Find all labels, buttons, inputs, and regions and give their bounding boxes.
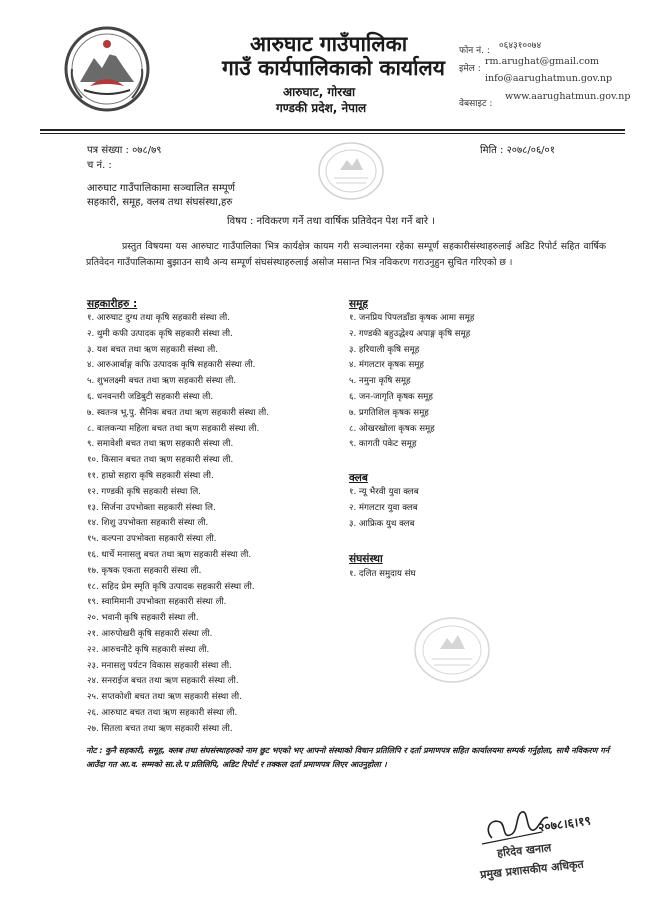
- club-heading: क्लब: [349, 472, 368, 484]
- sahakari-list-item: ३. यश बचत तथा ऋण सहकारी संस्था ली.: [87, 344, 218, 355]
- sahakari-list-item: ७. स्वतन्त्र भू.पु. सैनिक बचत तथा ऋण सहकारी संस्था ली.: [87, 407, 269, 418]
- sahakari-list-item: १२. गण्डकी कृषि सहकारी संस्था लि.: [87, 486, 201, 497]
- club-list-item: १. न्यू भैरवी युवा क्लब: [349, 487, 419, 497]
- office-title-line1: आरुघाट गाउँपालिका: [250, 32, 408, 56]
- body-paragraph-text: प्रस्तुत विषयमा यस आरुघाट गाउँपालिका भित्र कार्यक्षेत्र कायम गरी सञ्चालनमा रहेका सम्पूर्ण सहकारीसंस्थाहरुलाई अडिट रिपोर्ट सहित वार्षिक प्रतिवेदन गाउँपालिकामा बुझाउन साथै अन्य सम्पूर्ण संघसंस्थाहरुलाई असोज मसान्त भित्र नविकरण गराउनुहुन सुचित गरिएको छ ।: [86, 241, 606, 268]
- samuha-list-item: ९. कागती पकेट समूह: [349, 439, 417, 450]
- header-divider-thick: [40, 129, 625, 131]
- sahakari-list-item: १५. कल्पना उपभोक्ता सहकारी संस्था ली.: [87, 534, 217, 545]
- sahakari-list-item: २१. आरुपोखरी कृषि सहकारी संस्था ली.: [87, 628, 213, 639]
- sahakari-heading: सहकारीहरु :: [87, 298, 138, 310]
- sanghsanstha-heading: संघसंस्था: [349, 553, 383, 565]
- signatory-title: प्रमुख प्रशासकीय अधिकृत: [479, 857, 585, 882]
- samuha-list-item: २. गण्डकी बहुउद्धेश्य अपाङ्ग कृषि समूह: [349, 328, 471, 339]
- recipient-line2: सहकारी, समूह, क्लब तथा संघसंस्था,हरु: [87, 197, 233, 208]
- recipient-line1: आरुघाट गाउँपालिकामा सञ्चालित सम्पूर्ण: [87, 183, 235, 194]
- samuha-list-item: ७. प्रगतिशिल कृषक समूह: [349, 407, 429, 418]
- subject-line: विषय : नविकरण गर्ने तथा वार्षिक प्रतिवेदन पेश गर्ने बारे ।: [227, 216, 435, 227]
- letter-reference-number: पत्र संख्या : ०७८/७९: [87, 145, 162, 156]
- sahakari-list-item: ६. धनवन्तरी जडिबुटी सहकारी संस्था ली.: [87, 391, 214, 402]
- club-list-item: २. मंगलटार युवा क्लब: [349, 502, 418, 513]
- sahakari-list-item: २७. सितला बचत तथा ऋण सहकारी संस्था ली.: [87, 723, 233, 734]
- sahakari-list: [87, 311, 347, 738]
- sahakari-list-item: १७. कृषक एकता सहकारी संस्था ली.: [87, 565, 202, 576]
- signatory-name: हरिदेव खनाल: [496, 841, 552, 860]
- samuha-list-item: ३. हरियाली कृषि समूह: [349, 344, 420, 355]
- sahakari-list-item: १. आरुघाट दुग्ध तथा कृषि सहकारी संस्था ली.: [87, 313, 230, 323]
- sahakari-list-item: १९. स्वामिमानी उपभोक्ता सहकारी संस्था ली.: [87, 597, 227, 608]
- website-label: वेबसाइट :: [459, 99, 493, 109]
- sahakari-list-item: २५. सप्तकोशी बचत तथा ऋण सहकारी संस्था ली.: [87, 692, 242, 703]
- office-address-line2: गण्डकी प्रदेश, नेपाल: [276, 101, 367, 115]
- signature-date: २०७८।६।१९: [537, 813, 592, 835]
- office-title-line2: गाउँ कार्यपालिकाको कार्यालय: [222, 56, 445, 80]
- office-stamp-top: [316, 140, 386, 202]
- samuha-list-item: ६. जन-जागृति कृषक समूह: [349, 391, 433, 402]
- footer-note: नोट : कुनै सहकारी, समूह, क्लब तथा संघसंस्थाहरुको नाम छुट भएको भए आफ्नो संस्थाको विधान प्रतिलिपि र दर्ता प्रमाणपत्र सहित कार्यालयमा सम्पर्क गर्नुहोला, साथै नविकरण गर्न आउँदा गत आ.व. सम्मको सा.ले.प प्रतिलिपि, अडिट रिपोर्ट र तक्कल दर्ता प्रमाणपत्र लिएर आउनुहोला ।: [86, 746, 610, 769]
- sahakari-list-item: १६. धार्चे मनासलु बचत तथा ऋण सहकारी संस्था ली.: [87, 549, 252, 560]
- sahakari-list-item: ४. आरुआर्बाङ्ग कफि उत्पादक कृषि सहकारी संस्था ली.: [87, 360, 256, 371]
- samuha-list: [349, 311, 599, 453]
- samuha-heading: समूह: [349, 298, 368, 310]
- sahakari-list-item: ८. बालकन्या महिला बचत तथा ऋण सहकारी संस्था ली.: [87, 423, 260, 434]
- sahakari-list-item: १४. शिशु उपभोक्ता सहकारी संस्था ली.: [87, 518, 209, 529]
- sahakari-list-item: २३. मनासलु पर्यटन विकास सहकारी संस्था ली.: [87, 660, 232, 671]
- club-list: [349, 485, 599, 532]
- letter-date: मिति : २०७८/०६/०१: [480, 145, 555, 156]
- header-divider-thin: [40, 133, 625, 134]
- samuha-list-item: ५. नमुना कृषि समूह: [349, 376, 411, 387]
- sahakari-list-item: १०. किसान बचत तथा ऋण सहकारी संस्था ली.: [87, 455, 234, 466]
- sahakari-list-item: २०. भवानी कृषि सहकारी संस्था ली.: [87, 613, 199, 624]
- sahakari-list-item: १३. सिर्जना उपभोक्ता सहकारी संस्था लि.: [87, 502, 216, 513]
- contact-block: [459, 38, 659, 109]
- office-address-line1: आरुघाट, गोरखा: [283, 85, 356, 99]
- samuha-list-item: ४. मंगलटार कृषक समूह: [349, 360, 424, 371]
- phone-value: ०६४३१००७४: [499, 41, 542, 51]
- email-link-2[interactable]: info@aarughatmun.gov.np: [485, 73, 613, 84]
- sanghsanstha-list-item: १. दलित समुदाय संघ: [349, 569, 416, 579]
- samuha-list-item: ८. ओखरखोला कृषक समूह: [349, 423, 435, 434]
- phone-label: फोन नं. :: [459, 46, 490, 56]
- email-link-1[interactable]: rm.arughat@gmail.com: [485, 56, 599, 67]
- dispatch-number: च नं. :: [87, 160, 112, 171]
- office-stamp-middle: [412, 615, 492, 685]
- nepal-emblem-logo: [62, 24, 152, 114]
- club-list-item: ३. आफ्रिक युथ क्लब: [349, 518, 415, 529]
- body-paragraph: [86, 239, 606, 271]
- sahakari-list-item: २६. आरुघाट बचत तथा ऋण सहकारी संस्था ली.: [87, 707, 238, 718]
- sahakari-list-item: ११. हाम्रो सहारा कृषि सहकारी संस्था ली.: [87, 470, 214, 481]
- sahakari-list-item: २२. आरुचनौटे कृषि सहकारी संस्था ली.: [87, 644, 210, 655]
- sahakari-list-item: ९. समावेशी बचत तथा ऋण सहकारी संस्था ली.: [87, 439, 234, 450]
- sahakari-list-item: ५. शुभलक्ष्मी बचत तथा ऋण सहकारी संस्था ली.: [87, 376, 237, 387]
- sahakari-list-item: २. थुमी कफी उत्पादक कृषि सहकारी संस्था ली.: [87, 328, 233, 339]
- sahakari-list-item: २४. सनराईज बचत तथा ऋण सहकारी संस्था ली.: [87, 676, 239, 687]
- sanghsanstha-list: [349, 567, 599, 583]
- email-label: इमेल :: [459, 64, 481, 74]
- samuha-list-item: १. जनप्रिय पिपलडाँडा कृषक आमा समूह: [349, 313, 475, 323]
- sahakari-list-item: १८. सहिद प्रेम स्मृति कृषि उत्पादक सहकारी संस्था ली.: [87, 581, 255, 592]
- website-link[interactable]: www.aarughatmun.gov.np: [505, 91, 631, 102]
